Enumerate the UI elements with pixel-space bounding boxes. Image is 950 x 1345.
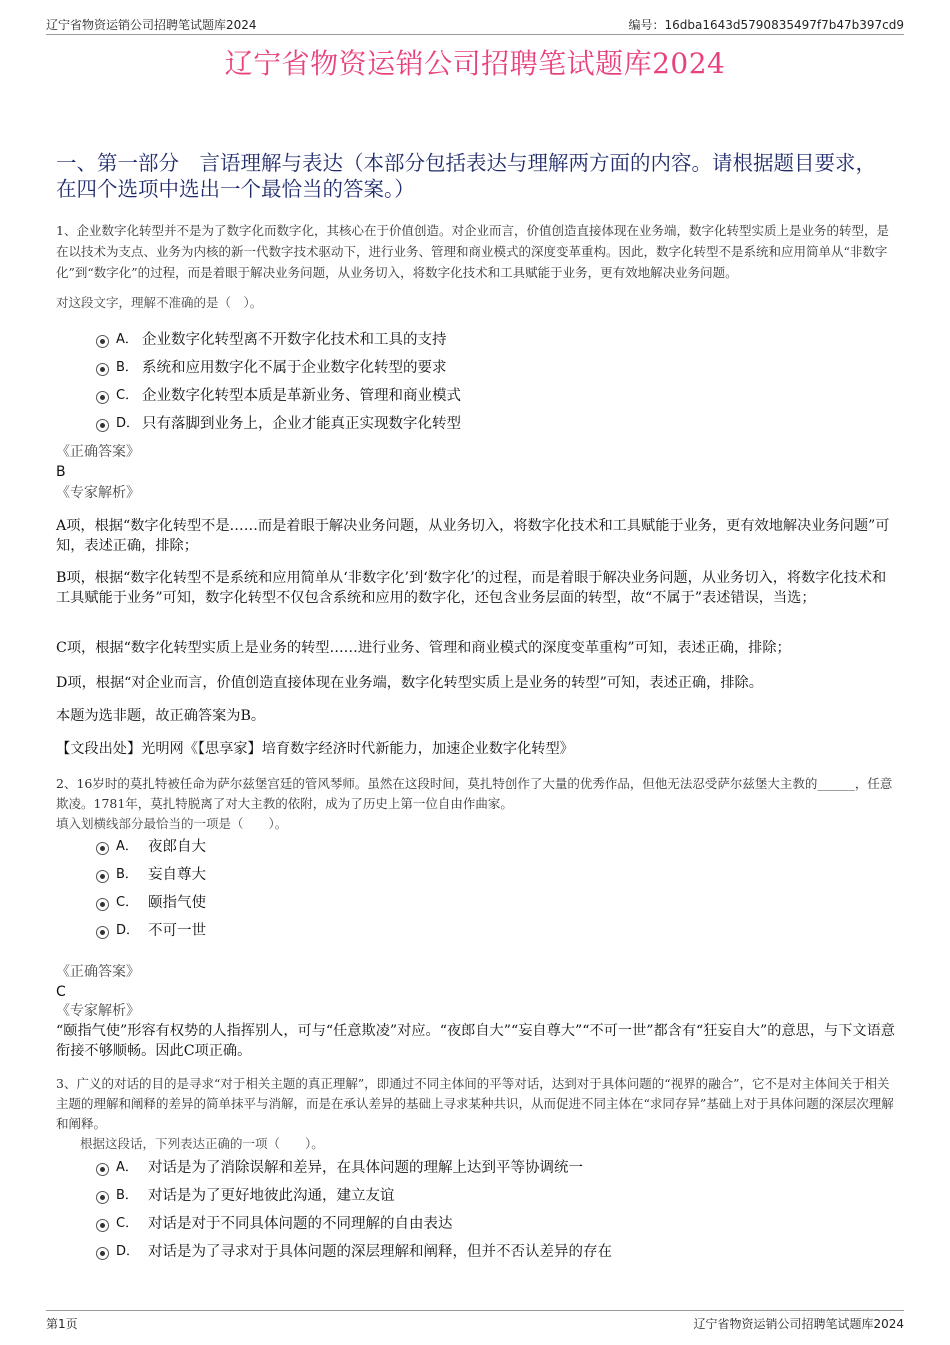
question-1-conclusion: 本题为选非题，故正确答案为B。 <box>56 708 266 724</box>
radio-icon[interactable] <box>96 363 109 376</box>
question-3-prompt: 根据这段话，下列表达正确的一项（ ）。 <box>80 1136 324 1151</box>
question-1-prompt: 对这段文字，理解不准确的是（ ）。 <box>56 295 263 310</box>
section-heading: 一、第一部分 言语理解与表达（本部分包括表达与理解两方面的内容。请根据题目要求，在四个选项中选出一个最恰当的答案。） <box>56 151 876 201</box>
header-doc-name: 辽宁省物资运销公司招聘笔试题库2024 <box>46 18 257 32</box>
question-1-analysis-a: A项，根据“数字化转型不是……而是着眼于解决业务问题，从业务切入，将数字化技术和工具赋能于业务，更有效地解决业务问题”可知，表述正确，排除； <box>56 518 890 554</box>
question-2-analysis: “颐指气使”形容有权势的人指挥别人，可与“任意欺凌”对应。“夜郎自大”“妄自尊大”“不可一世”都含有“狂妄自大”的意思，与下文语意衔接不够顺畅。因此C项正确。 <box>56 1023 895 1059</box>
page-header <box>46 14 904 35</box>
document-title: 辽宁省物资运销公司招聘笔试题库2024 <box>224 47 726 80</box>
page-number: 第1页 <box>46 1317 78 1331</box>
question-2-prompt: 填入划横线部分最恰当的一项是（ ）。 <box>56 816 288 831</box>
question-2-text: 2、16岁时的莫扎特被任命为萨尔兹堡宫廷的管风琴师。虽然在这段时间，莫扎特创作了大量的优秀作品，但他无法忍受萨尔兹堡大主教的______，任意欺凌。1781年，莫扎特脱离了对大主教的依附，成为了历史上第一位自由作曲家。 <box>56 776 893 811</box>
question-2-answer-label: 《正确答案》 <box>56 964 140 980</box>
page-footer <box>46 1310 904 1333</box>
question-1-analysis-b: B项，根据“数字化转型不是系统和应用简单从‘非数字化’到‘数字化’的过程，而是着眼于解决业务问题，从业务切入，将数字化技术和工具赋能于业务”可知，数字化转型不仅包含系统和应用的数字化，还包含业务层面的转型，故“不属于”表述错误，当选； <box>56 570 887 606</box>
radio-icon[interactable] <box>96 1219 109 1232</box>
question-3-text: 3、广义的对话的目的是寻求“对于相关主题的真正理解”，即通过不同主体间的平等对话，达到对于具体问题的“视界的融合”，它不是对主体间关于相关主题的理解和阐释的差异的简单抹平与消解，而是在承认差异的基础上寻求某种共识，从而促进不同主体在“求同存异”基础上对于具体问题的深层次理解和阐释。 <box>56 1076 894 1131</box>
question-1-answer-label: 《正确答案》 <box>56 444 140 460</box>
radio-icon[interactable] <box>96 1163 109 1176</box>
question-1-source: 【文段出处】光明网《【思享家】培育数字经济时代新能力，加速企业数字化转型》 <box>56 741 574 757</box>
radio-icon[interactable] <box>96 898 109 911</box>
question-1-analysis-d: D项，根据“对企业而言，价值创造直接体现在业务端，数字化转型实质上是业务的转型”可知，表述正确，排除。 <box>56 675 763 691</box>
radio-icon[interactable] <box>96 335 109 348</box>
footer-doc-name: 辽宁省物资运销公司招聘笔试题库2024 <box>693 1317 904 1331</box>
question-2-answer: C <box>56 984 66 1000</box>
question-1-answer: B <box>56 464 66 480</box>
question-1-text: 1、企业数字化转型并不是为了数字化而数字化，其核心在于价值创造。对企业而言，价值创造直接体现在业务端，数字化转型实质上是业务的转型，是在以技术为支点、业务为内核的新一代数字技术驱动下，进行业务、管理和商业模式的深度变革重构。因此，数字化转型不是系统和应用简单从“非数字化”到“数字化”的过程，而是着眼于解决业务问题，从业务切入，将数字化技术和工具赋能于业务，更有效地解决业务问题。 <box>56 223 889 280</box>
radio-icon[interactable] <box>96 391 109 404</box>
radio-icon[interactable] <box>96 842 109 855</box>
question-2-analysis-label: 《专家解析》 <box>56 1003 140 1019</box>
header-doc-id: 编号：16dba1643d5790835497f7b47b397cd9 <box>628 18 904 32</box>
radio-icon[interactable] <box>96 1191 109 1204</box>
radio-icon[interactable] <box>96 870 109 883</box>
question-1-analysis-label: 《专家解析》 <box>56 485 140 501</box>
question-1-analysis-c: C项，根据“数字化转型实质上是业务的转型……进行业务、管理和商业模式的深度变革重构”可知，表述正确，排除； <box>56 640 791 656</box>
radio-icon[interactable] <box>96 419 109 432</box>
radio-icon[interactable] <box>96 1247 109 1260</box>
radio-icon[interactable] <box>96 926 109 939</box>
